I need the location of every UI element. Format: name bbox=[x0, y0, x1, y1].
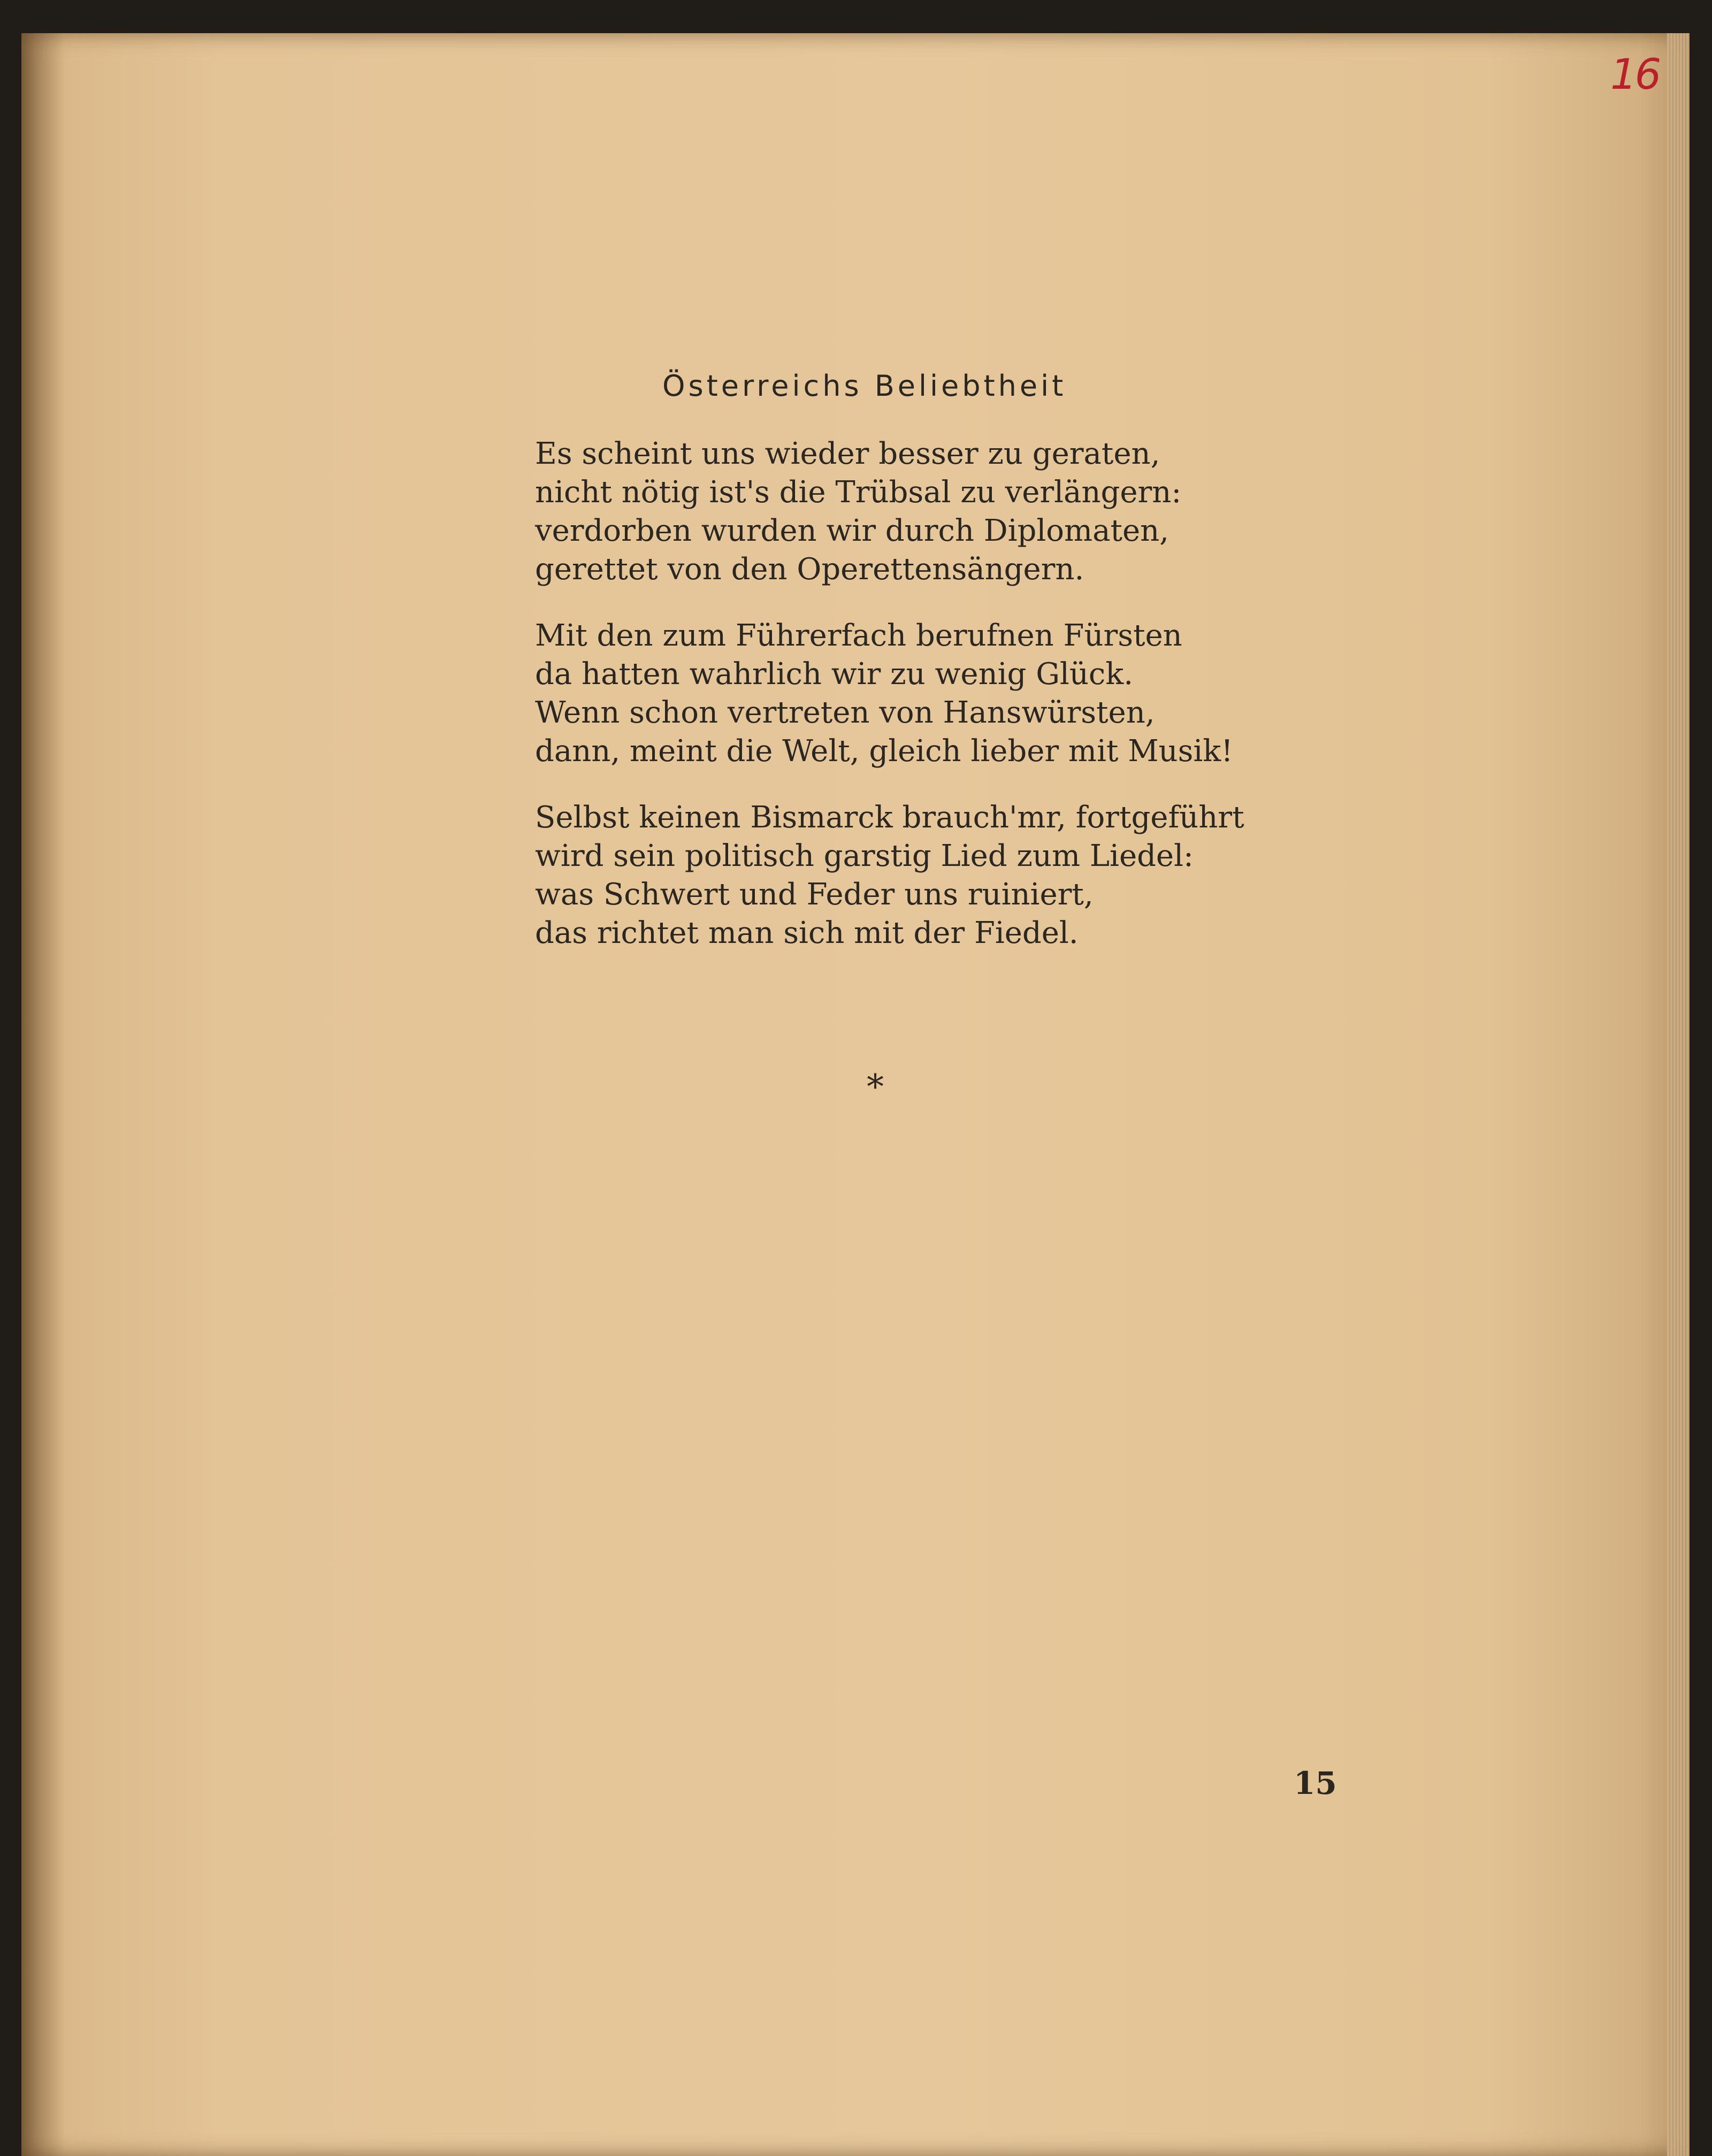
poem-line: was Schwert und Feder uns ruiniert, bbox=[535, 877, 1094, 912]
poem-line: gerettet von den Operettensängern. bbox=[535, 552, 1084, 587]
book-page bbox=[21, 33, 1690, 2156]
poem-line: das richtet man sich mit der Fiedel. bbox=[535, 916, 1079, 950]
page-number: 15 bbox=[1294, 1765, 1337, 1801]
page-edge bbox=[1667, 33, 1690, 2156]
asterism-ornament: * bbox=[867, 1068, 884, 1107]
poem-line: da hatten wahrlich wir zu wenig Glück. bbox=[535, 657, 1134, 692]
poem-line: dann, meint die Welt, gleich lieber mit Musik! bbox=[535, 734, 1233, 769]
stanza-3 bbox=[535, 799, 1284, 953]
poem bbox=[535, 369, 1284, 980]
poem-line: verdorben wurden wir durch Diplomaten, bbox=[535, 513, 1169, 548]
stanza-1 bbox=[535, 435, 1284, 589]
poem-line: Wenn schon vertreten von Hanswürsten, bbox=[535, 695, 1155, 730]
stanza-2 bbox=[535, 617, 1284, 771]
poem-line: Selbst keinen Bismarck brauch'mr, fortgeführt bbox=[535, 800, 1244, 835]
poem-line: Mit den zum Führerfach berufnen Fürsten bbox=[535, 618, 1182, 653]
poem-line: Es scheint uns wieder besser zu geraten, bbox=[535, 436, 1160, 471]
poem-title: Österreichs Beliebtheit bbox=[662, 369, 1067, 403]
handwritten-folio-number: 16 bbox=[1610, 51, 1660, 99]
page-gutter-shadow bbox=[21, 33, 64, 2156]
poem-line: nicht nötig ist's die Trübsal zu verlängern: bbox=[535, 475, 1182, 510]
poem-line: wird sein politisch garstig Lied zum Liedel: bbox=[535, 839, 1194, 873]
